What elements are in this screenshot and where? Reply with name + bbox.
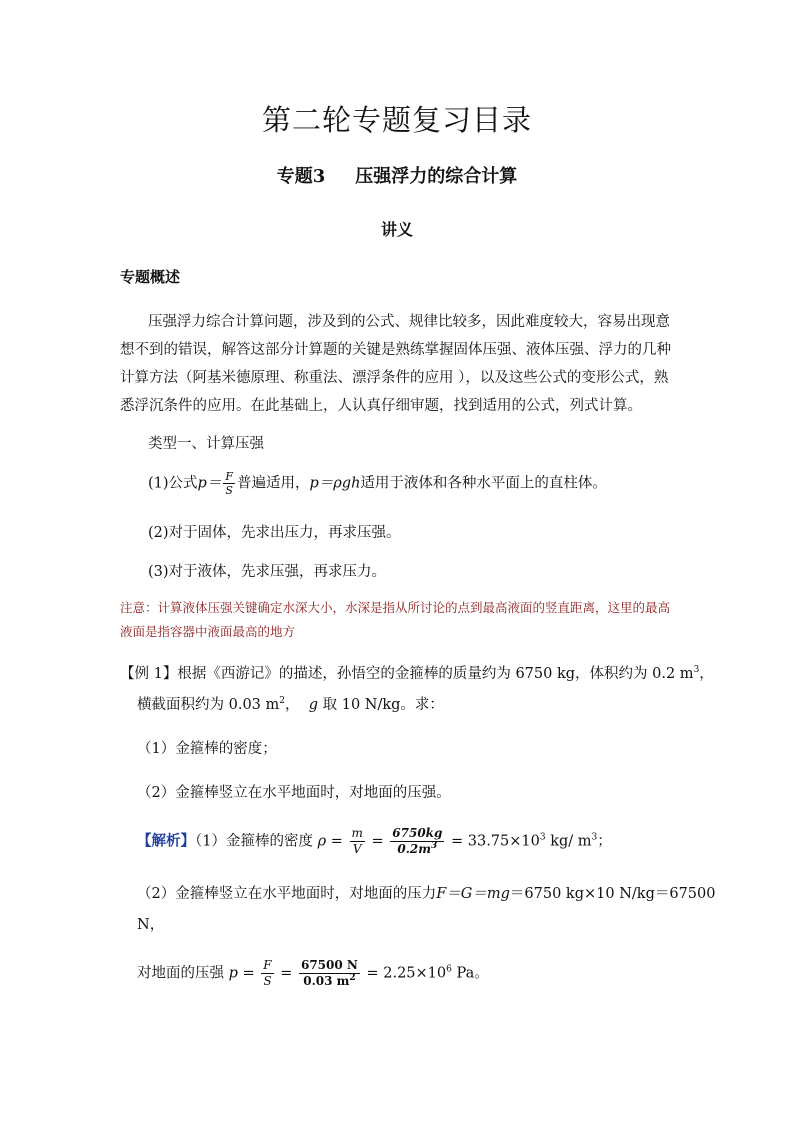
fraction-mass-over-volume: $\frac{6750kg}{0.2m^3}$ [392, 826, 443, 856]
topic-name: 压强浮力的综合计算 [355, 166, 518, 187]
example-line-2: 横截面积约为 0.03 $m^2$， g 取 10 N/kg。求： [137, 696, 444, 713]
question-2: （2）金箍棒竖立在水平地面时，对地面的压强。 [137, 785, 451, 801]
solution-step-2-cont: N， [137, 917, 165, 933]
fraction-F-over-S: $\frac{F}{S}$ [225, 470, 233, 497]
topic-subtitle [0, 162, 794, 188]
example-label: 【例 1】 [120, 666, 178, 682]
solution-step-1: 【解析】（1）金箍棒的密度 ρ = $\frac{m}{V}$ = $\frac{6750kg}{0.2m^3}$ = $33.75\times 10^3$ kg/ $m^3$； [137, 826, 612, 856]
type1-heading: 类型一、计算压强 [148, 436, 264, 452]
type1-item1: (1)公式p＝ $\frac{F}{S}$ 普遍适用，p＝ρgh适用于液体和各种水平面上的直柱体。 [148, 470, 607, 497]
type1-item2: (2)对于固体，先求出压力，再求压强。 [148, 525, 401, 541]
fraction-force-over-area: $\frac{67500 N}{0.03 m^2}$ [300, 958, 358, 988]
solution-step-3: 对地面的压强 p = $\frac{F}{S}$ = $\frac{67500 N}{0.03 m^2}$ = $2.25\times 10^6$ Pa。 [137, 958, 489, 988]
fraction-F-over-S-2: $\frac{F}{S}$ [263, 958, 272, 988]
overview-paragraph: 压强浮力综合计算问题，涉及到的公式、规律比较多，因此难度较大，容易出现意想不到的错误，解答这部分计算题的关键是熟练掌握固体压强、液体压强、浮力的几种计算方法（阿基米德原理、称重法、漂浮条件的应用 ），以及这些公式的变形公式，熟悉浮沉条件的应用。在此基础上，人认真仔细审题，找到适用的公式，列式计算。 [120, 314, 671, 414]
topic-number: 专题3 [276, 166, 326, 187]
solution-step-2: （2）金箍棒竖立在水平地面时，对地面的压力F＝G＝mg＝6750 kg×10 N/kg＝67500 [137, 886, 716, 902]
overview-heading: 专题概述 [120, 268, 181, 286]
page-title: 第二轮专题复习目录 [261, 103, 532, 137]
question-1: （1）金箍棒的密度； [137, 741, 277, 757]
fraction-m-over-V: $\frac{m}{V}$ [351, 826, 363, 856]
doc-type-label: 讲义 [380, 220, 413, 239]
note-text: 注意：计算液体压强关键确定水深大小，水深是指从所讨论的点到最高液面的竖直距离，这里的最高液面是指容器中液面最高的地方 [120, 600, 671, 639]
example-line-1: 【例 1】根据《西游记》的描述，孙悟空的金箍棒的质量约为 6750 kg，体积约为 0.2 $m^3$， [120, 665, 714, 682]
type1-item3: (3)对于液体，先求压强，再求压力。 [148, 564, 387, 580]
solution-label: 【解析】 [137, 832, 195, 850]
